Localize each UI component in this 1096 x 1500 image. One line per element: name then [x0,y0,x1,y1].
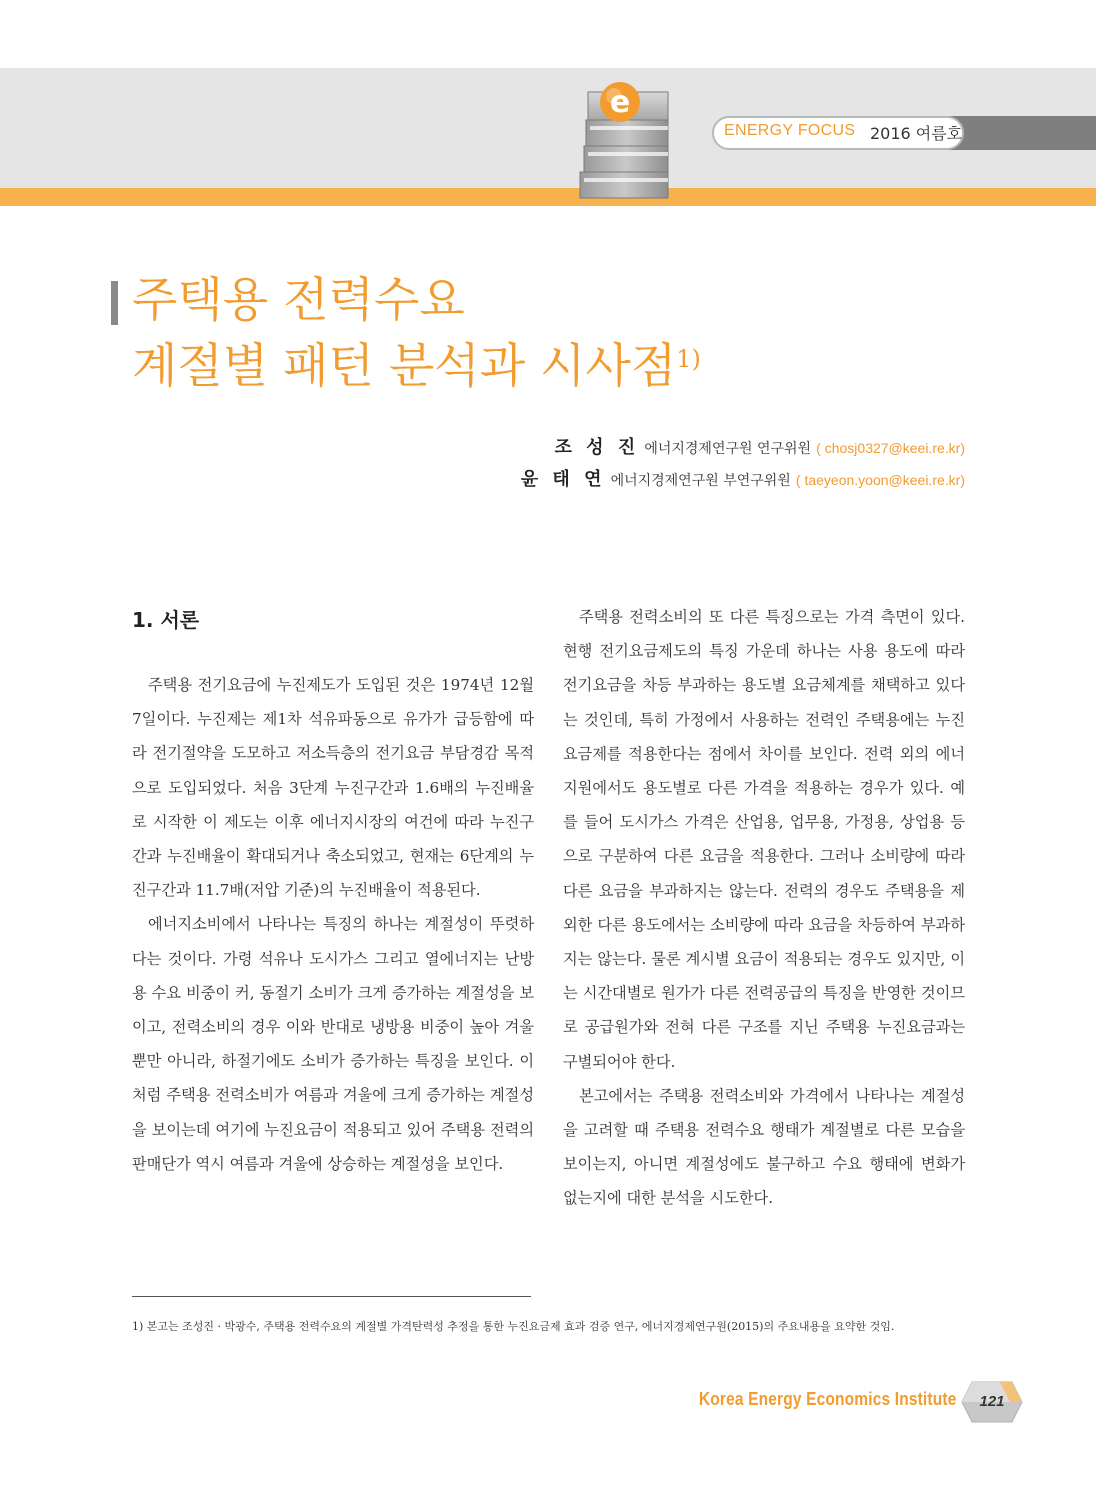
footnote: 1) 본고는 조성진 · 박광수, 주택용 전력수요의 계절별 가격탄력성 추정을 통한 누진요금제 효과 검증 연구, 에너지경제연구원(2015)의 주요내용을 요약한 것임. [132,1320,895,1333]
paragraph: 주택용 전력소비의 또 다른 특징으로는 가격 측면이 있다. 현행 전기요금제도의 특징 가운데 하나는 사용 용도에 따라 전기요금을 차등 부과하는 용도별 요금체계를 채택하고 있다는 것인데, 특히 가정에서 사용하는 전력인 주택용에는 누진요금제를 적용한다는 점에서 차이를 보인다. 전력 외의 에너지원에서도 용도별로 다른 가격을 적용하는 경우가 있다. 예를 들어 도시가스 가격은 산업용, 업무용, 가정용, 상업용 등으로 구분하여 다른 요금을 적용한다. 그러나 소비량에 따라 다른 요금을 부과하지는 않는다. 전력의 경우도 주택용을 제외한 다른 용도에서는 소비량에 따라 요금을 차등하여 부과하지는 않는다. 물론 계시별 요금이 적용되는 경우도 있지만, 이는 시간대별로 원가가 다른 전력공급의 특징을 반영한 것이므로 공급원가와 전혀 다른 구조를 지닌 주택용 누진요금과는 구별되어야 한다. [563,608,965,1071]
title-marker-bar [111,281,118,325]
logo-letter: e [609,85,631,120]
section-heading: 1. 서론 [132,608,200,632]
body-column-left [132,668,534,1181]
issue-label: 2016 여름호 [870,124,963,143]
books-logo-icon [578,76,674,202]
issue-badge [712,116,1096,150]
header-accent-stripe [0,188,1096,206]
page-number: 121 [979,1393,1005,1410]
title-line-2: 계절별 패턴 분석과 시사점 [132,339,677,394]
paragraph: 주택용 전기요금에 누진제도가 도입된 것은 1974년 12월 7일이다. 누진제는 제1차 석유파동으로 유가가 급등함에 따라 전기절약을 도모하고 저소득층의 전기요금 부담경감 목적으로 도입되었다. 처음 3단계 누진구간과 1.6배의 누진배율로 시작한 이 제도는 이후 에너지시장의 여건에 따라 누진구간과 누진배율이 확대되거나 축소되었고, 현재는 6단계의 누진구간과 11.7배(저압 기준)의 누진배율이 적용된다. [132,676,534,900]
institute-name: Korea Energy Economics Institute [698,1389,956,1409]
paragraph: 본고에서는 주택용 전력소비와 가격에서 나타나는 계절성을 고려할 때 주택용 전력수요 행태가 계절별로 다른 모습을 보이는지, 아니면 계절성에도 불구하고 수요 행태에 변화가 없는지에 대한 분석을 시도한다. [563,1086,965,1208]
article-title [132,268,701,400]
footnote-divider [132,1296,531,1297]
author-email: ( taeyeon.yoon@keei.re.kr) [795,472,965,488]
body-column-right [563,600,965,1216]
title-footnote-mark: 1) [676,345,701,373]
magazine-name: ENERGY FOCUS [724,122,856,139]
author-row [521,432,965,464]
author-email: ( chosj0327@keei.re.kr) [816,440,965,456]
author-name: 조 성 진 [554,437,640,458]
title-line-1: 주택용 전력수요 [132,273,465,328]
author-affiliation: 에너지경제연구원 부연구위원 [610,473,791,489]
author-row [521,464,965,496]
author-affiliation: 에너지경제연구원 연구위원 [644,441,812,457]
author-list [521,432,965,496]
paragraph: 에너지소비에서 나타나는 특징의 하나는 계절성이 뚜렷하다는 것이다. 가령 석유나 도시가스 그리고 열에너지는 난방용 수요 비중이 커, 동절기 소비가 크게 증가하는 계절성을 보이고, 전력소비의 경우 이와 반대로 냉방용 비중이 높아 겨울뿐만 아니라, 하절기에도 소비가 증가하는 특징을 보인다. 이처럼 주택용 전력소비가 여름과 겨울에 크게 증가하는 계절성을 보이는데 여기에 누진요금이 적용되고 있어 주택용 전력의 판매단가 역시 여름과 겨울에 상승하는 계절성을 보인다. [132,915,534,1173]
author-name: 윤 태 연 [520,469,606,490]
